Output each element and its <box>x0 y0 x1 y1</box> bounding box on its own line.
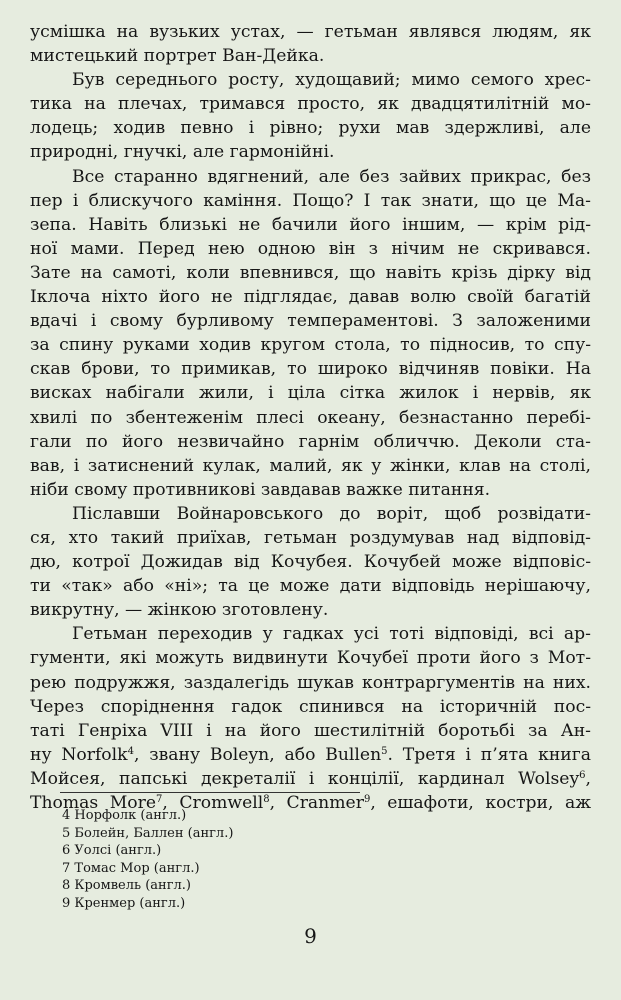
text-line: Піславши Войнаровського до воріт, щоб розвідати- <box>72 503 591 524</box>
text-line: мистецький портрет Ван-Дейка. <box>30 46 325 67</box>
footnote: 9 Кренмер (англ.) <box>62 895 186 911</box>
text-line: тика на плечах, тримався просто, як двадцятилітній мо- <box>30 94 591 115</box>
line-segment: Мойсея, папські декреталії і концілії, кардинал Wolsey <box>30 768 580 789</box>
text-line: ти «так» або «ні»; та це може дати відповідь нерішаючу, <box>30 576 591 597</box>
text-line: таті Генріха VIII і на його шестилітній боротьбі за Ан- <box>30 720 591 741</box>
text-line: викрутну, — жінкою зготовлену. <box>30 600 329 621</box>
line-segment: . Третя і п’ята книга <box>387 744 592 765</box>
line-segment: Thomas More <box>30 793 157 813</box>
footnote-ref[interactable]: 4 <box>127 745 134 757</box>
line-segment: , Cromwell <box>162 793 264 813</box>
footnotes <box>62 807 233 913</box>
text-line: хвилі по збентеженім плесі океану, безнастанно перебі- <box>30 407 591 428</box>
line-segment: , Cranmer <box>269 793 364 813</box>
text-line: дю, котрої Дожидав від Кочубея. Кочубей може відповіс- <box>30 552 591 573</box>
text-line: Гетьман переходив у гадках усі тоті відповіді, всі ар- <box>72 624 591 645</box>
text-line: вдачі і свому бурливому темпераментові. З заложеними <box>30 311 591 332</box>
text-line: ної мами. Перед нею одною він з нічим не скривався. <box>30 238 591 259</box>
text-line: за спину руками ходив кругом стола, то підносив, то спу- <box>30 335 591 356</box>
body-text <box>30 20 591 815</box>
text-line: лодець; ходив певно і рівно; рухи мав здержливі, але <box>30 118 591 139</box>
text-line <box>30 743 591 767</box>
footnote-ref[interactable]: 9 <box>363 794 371 805</box>
footnote-ref[interactable]: 5 <box>381 745 388 757</box>
line-segment: , ешафоти, костри, аж <box>370 793 592 813</box>
text-line: ся, хто такий приїхав, гетьман роздумував над відповід- <box>30 527 591 548</box>
text-line: зепа. Навіть близькі не бачили його іншим, — крім рід- <box>30 214 591 235</box>
line-segment: , <box>585 768 591 789</box>
text-line: висках набігали жили, і ціла сітка жилок і нервів, як <box>30 383 591 404</box>
text-line: пер і блискучого каміння. Пощо? І так знати, що це Ма- <box>30 190 591 211</box>
footnote: 4 Норфолк (англ.) <box>62 808 187 823</box>
footnote: 7 Томас Мор (англ.) <box>62 860 200 876</box>
text-line <box>30 767 591 791</box>
line-segment: , звану Boleyn, або Bullen <box>133 744 382 765</box>
text-line: вав, і затиснений кулак, малий, як у жінки, клав на столі, <box>30 455 591 476</box>
footnote: 6 Уолсі (англ.) <box>62 843 162 859</box>
footnote-ref[interactable]: 7 <box>156 794 163 805</box>
page-number: 9 <box>304 924 317 948</box>
text-line: ніби свому противникові завдавав важке питання. <box>30 479 491 500</box>
text-line: гали по його незвичайно гарнім обличчю. Деколи ста- <box>30 431 591 452</box>
text-line: усмішка на вузьких устах, — гетьман являвся людям, як <box>30 22 591 42</box>
text-line: рею подружжя, заздалегідь шукав контраргументів на них. <box>30 672 591 693</box>
text-line: Іклоча ніхто його не підглядає, давав волю своїй багатій <box>30 287 591 308</box>
line-segment: ну Norfolk <box>30 744 128 765</box>
text-line: природні, гнучкі, але гармонійні. <box>30 142 335 163</box>
text-line: Зате на самоті, коли впевнився, що навіть крізь дірку від <box>30 262 591 283</box>
text-line: Через споріднення гадок спинився на історичній пос- <box>30 696 591 717</box>
text-line: Був середнього росту, худощавий; мимо семого хрес- <box>72 70 591 91</box>
footnote: 5 Болейн, Баллен (англ.) <box>62 825 234 841</box>
footnote-divider <box>60 792 360 793</box>
footnote-ref[interactable]: 8 <box>263 794 270 805</box>
text-line: гументи, які можуть видвинути Кочубеї проти його з Мот- <box>30 648 591 669</box>
footnote-ref[interactable]: 6 <box>579 769 586 781</box>
footnote: 8 Кромвель (англ.) <box>62 878 191 894</box>
text-line: Все старанно вдягнений, але без зайвих прикрас, без <box>72 166 591 187</box>
text-line: скав брови, то примикав, то широко відчиняв повіки. На <box>30 359 591 380</box>
